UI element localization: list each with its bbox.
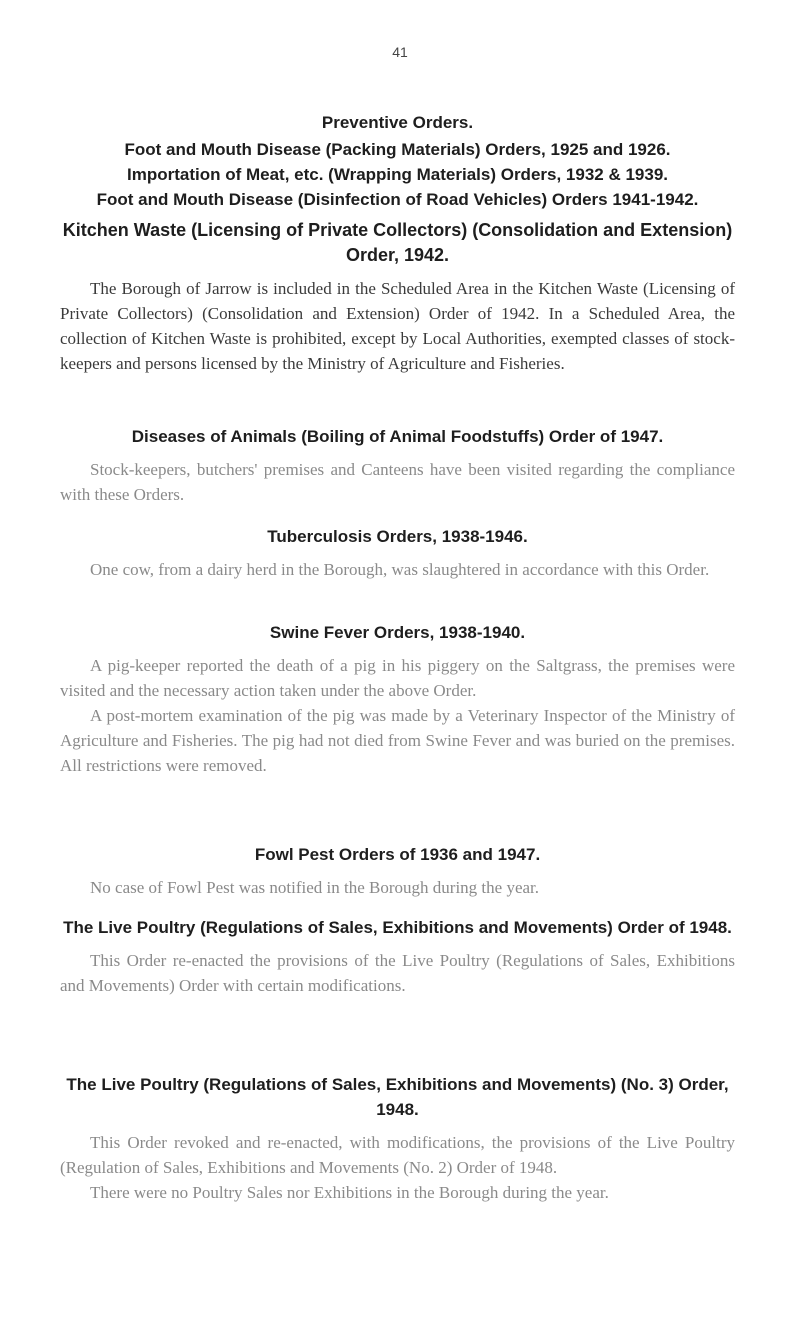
tuberculosis-section xyxy=(60,524,735,582)
section-heading: Swine Fever Orders, 1938-1940. xyxy=(269,623,526,642)
paragraph: No case of Fowl Pest was notified in the Borough during the year. xyxy=(90,878,540,897)
section-heading: The Live Poultry (Regulations of Sales, Exhibitions and Movements) (No. 3) Order, 1948. xyxy=(66,1075,729,1119)
paragraph: Stock-keepers, butchers' premises and Canteens have been visited regarding the compliance with these Orders. xyxy=(60,460,735,504)
section-heading: Kitchen Waste (Licensing of Private Collectors) (Consolidation and Extension) Order, 1942. xyxy=(62,220,733,265)
order-title: Foot and Mouth Disease (Disinfection of Road Vehicles) Orders 1941-1942. xyxy=(96,190,699,209)
order-title: Foot and Mouth Disease (Packing Materials) Orders, 1925 and 1926. xyxy=(124,140,671,159)
paragraph: This Order revoked and re-enacted, with modifications, the provisions of the Live Poultry (Regulation of Sales, Exhibitions and Movements (No. 2) Order of 1948. xyxy=(60,1133,735,1177)
order-title: Importation of Meat, etc. (Wrapping Materials) Orders, 1932 & 1939. xyxy=(127,165,668,184)
paragraph: The Borough of Jarrow is included in the Scheduled Area in the Kitchen Waste (Licensing of Private Collectors) (Consolidation and Extension) Order of 1942. In a Scheduled Area, the collection of Kitchen Waste is prohibited, except by Local Authorities, exempted classes of stock-keepers and persons licensed by the Ministry of Agriculture and Fisheries. xyxy=(60,279,735,373)
live-poultry-1948-section xyxy=(60,915,735,998)
fowl-pest-section xyxy=(60,842,735,900)
section-heading: Preventive Orders. xyxy=(321,113,474,132)
section-heading: Diseases of Animals (Boiling of Animal Foodstuffs) Order of 1947. xyxy=(131,427,664,446)
live-poultry-no3-section xyxy=(60,1072,735,1205)
paragraph: This Order re-enacted the provisions of the Live Poultry (Regulations of Sales, Exhibitions and Movements) Order with certain modifications. xyxy=(60,951,735,995)
boiling-foodstuffs-section xyxy=(60,424,735,507)
kitchen-waste-section xyxy=(60,218,735,376)
preventive-orders-section xyxy=(60,110,735,212)
paragraph: A post-mortem examination of the pig was made by a Veterinary Inspector of the Ministry of Agriculture and Fisheries. The pig had not died from Swine Fever and was buried on the premises. All restrictions were removed. xyxy=(60,706,735,775)
section-heading: The Live Poultry (Regulations of Sales, Exhibitions and Movements) Order of 1948. xyxy=(63,918,732,937)
page-number: 41 xyxy=(392,44,408,60)
swine-fever-section xyxy=(60,620,735,778)
section-heading: Tuberculosis Orders, 1938-1946. xyxy=(267,527,528,546)
paragraph: One cow, from a dairy herd in the Borough, was slaughtered in accordance with this Order. xyxy=(90,560,710,579)
paragraph: There were no Poultry Sales nor Exhibitions in the Borough during the year. xyxy=(90,1183,609,1202)
paragraph: A pig-keeper reported the death of a pig in his piggery on the Saltgrass, the premises were visited and the necessary action taken under the above Order. xyxy=(60,656,735,700)
section-heading: Fowl Pest Orders of 1936 and 1947. xyxy=(254,845,541,864)
